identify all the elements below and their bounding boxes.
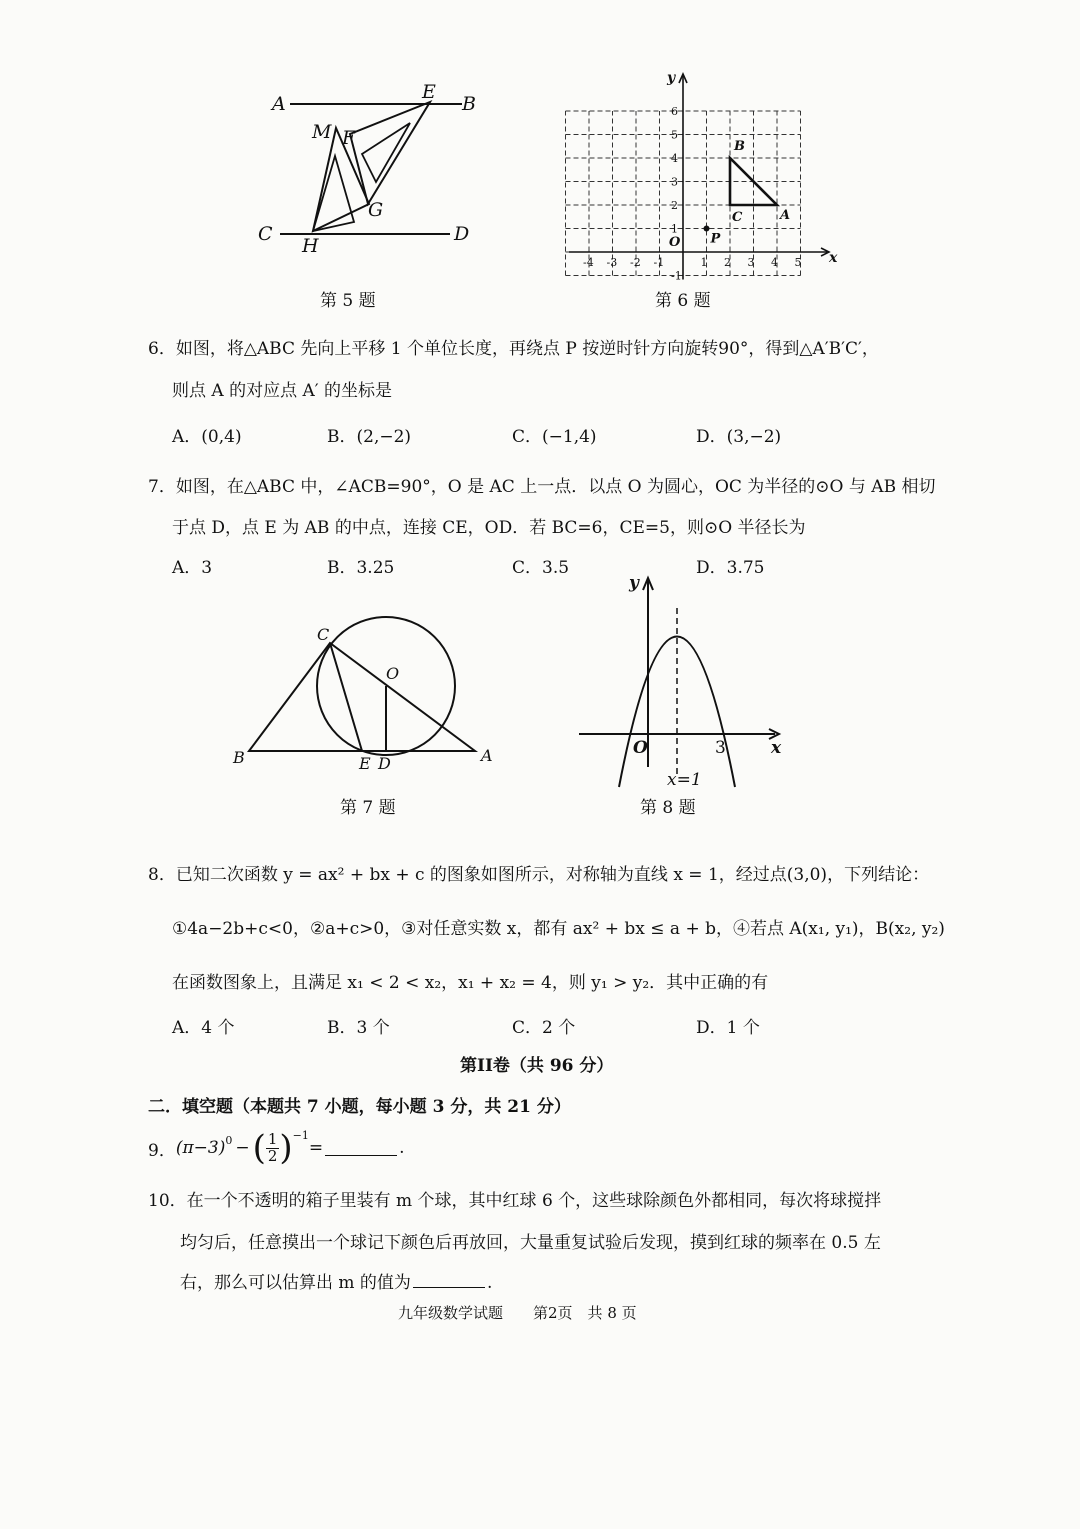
fig6-xtick: 1 [700, 256, 708, 269]
label-h: H [302, 235, 319, 257]
figure-6 [565, 70, 845, 280]
fig7-label-a: A [481, 746, 493, 765]
q8-option-b: B．3 个 [327, 1018, 390, 1038]
label-f: F [342, 127, 356, 149]
q9-exp-m1: −1 [292, 1128, 309, 1142]
fig8-origin: O [633, 738, 648, 758]
q7-line1: 7．如图，在△ABC 中，∠ACB=90°，O 是 AC 上一点．以点 O 为圆心，OC 为半径的⊙O 与 AB 相切 [148, 477, 936, 497]
q9-exp0: 0 [225, 1133, 233, 1147]
fig6-xtick: -3 [606, 256, 618, 269]
label-a: A [272, 93, 286, 115]
q9-end: . [399, 1138, 405, 1158]
label-g: G [368, 199, 384, 221]
fig6-xtick: -1 [653, 256, 665, 269]
q9-minus: − [235, 1138, 250, 1158]
fig8-three: 3 [715, 738, 726, 758]
q7-option-c: C．3.5 [512, 558, 570, 578]
label-e: E [422, 81, 436, 103]
q6-option-d: D．(3,−2) [696, 427, 782, 447]
fig6-ytick: 2 [671, 199, 678, 212]
fig6-ytick: 5 [671, 128, 678, 142]
fig8-axis-y: y [629, 573, 639, 593]
label-c: C [258, 223, 273, 245]
q10-line3: 右，那么可以估算出 m 的值为 [180, 1273, 411, 1293]
fig6-xtick: 3 [747, 256, 755, 269]
fig8-sym-label: x=1 [667, 770, 702, 790]
q9-answer-blank[interactable] [325, 1141, 397, 1156]
fig6-xtick: 5 [794, 256, 802, 269]
q9-frac-den: 2 [267, 1146, 278, 1165]
q6-option-c: C．(−1,4) [512, 427, 597, 447]
q10-line1: 10．在一个不透明的箱子里装有 m 个球，其中红球 6 个，这些球除颜色外都相同，每次将球搅拌 [148, 1191, 882, 1211]
label-m: M [312, 121, 332, 143]
fig6-ytick: 3 [671, 175, 678, 189]
figure-7 [225, 615, 505, 775]
fig6-ytick: -1 [671, 269, 682, 280]
figure-5 [250, 78, 490, 258]
figure-8-caption: 第 8 题 [640, 798, 696, 818]
figure-7-caption: 第 7 题 [340, 798, 396, 818]
fig7-label-c: C [317, 625, 330, 644]
q9-frac-num: 1 [267, 1129, 278, 1148]
fig6-ytick: 4 [671, 152, 678, 165]
q8-line1: 8．已知二次函数 y = ax² + bx + c 的图象如图所示，对称轴为直线 x = 1，经过点(3,0)，下列结论： [148, 865, 930, 885]
q6-line2: 则点 A 的对应点 A′ 的坐标是 [172, 381, 393, 401]
label-b: B [462, 93, 476, 115]
q9-eq: = [308, 1138, 324, 1158]
q7-line2: 于点 D，点 E 为 AB 的中点，连接 CE，OD．若 BC=6，CE=5，则⊙O 半径长为 [172, 518, 806, 538]
figure-8 [575, 572, 790, 792]
fig6-label-a: A [780, 208, 791, 223]
q9-lparen: ( [252, 1128, 266, 1168]
figure-6-caption: 第 6 题 [655, 291, 711, 311]
part-2-heading: 二．填空题（本题共 7 小题，每小题 3 分，共 21 分） [148, 1097, 571, 1117]
q6-option-a: A．(0,4) [172, 427, 242, 447]
label-d: D [454, 223, 470, 245]
fig6-xtick: 2 [724, 256, 731, 269]
fig6-origin: O [669, 235, 681, 250]
fig6-xtick: -2 [630, 256, 641, 269]
q9 [148, 1126, 405, 1170]
q7-option-a: A．3 [172, 558, 213, 578]
q6-option-b: B．(2,−2) [327, 427, 412, 447]
q8-option-c: C．2 个 [512, 1018, 576, 1038]
fig7-label-d: D [378, 754, 391, 773]
q9-number: 9． [148, 1140, 176, 1161]
fig8-axis-x: x [771, 738, 782, 758]
page-footer: 九年级数学试题 第2页 共 8 页 [398, 1304, 637, 1322]
q8-option-d: D．1 个 [696, 1018, 760, 1038]
q6-line1: 6．如图，将△ABC 先向上平移 1 个单位长度，再绕点 P 按逆时针方向旋转90°，得到△A′B′C′， [148, 339, 879, 359]
figure-5-caption: 第 5 题 [320, 291, 376, 311]
fig7-label-o: O [386, 664, 400, 683]
fig6-ytick: 6 [671, 105, 678, 118]
fig6-xtick: 4 [771, 256, 778, 269]
q10-answer-blank[interactable] [413, 1273, 485, 1288]
fig6-label-b: B [734, 139, 745, 154]
q9-base: (π−3) [175, 1138, 226, 1158]
q9-fraction [266, 1129, 280, 1165]
fig6-ytick: 1 [671, 222, 678, 236]
point-p [704, 226, 710, 232]
section-2-title: 第II卷（共 96 分） [460, 1056, 614, 1076]
q10-line3-wrap [180, 1268, 492, 1293]
q9-rparen: ) [279, 1128, 293, 1168]
fig6-xtick: -4 [583, 256, 594, 269]
fig7-label-e: E [359, 754, 371, 773]
q10-end: . [486, 1273, 493, 1293]
q8-line3: 在函数图象上，且满足 x₁ < 2 < x₂，x₁ + x₂ = 4，则 y₁ > y₂．其中正确的有 [172, 973, 769, 993]
fig7-label-b: B [233, 748, 245, 767]
fig6-axis-x: x [829, 250, 838, 266]
q10-line2: 均匀后，任意摸出一个球记下颜色后再放回，大量重复试验后发现，摸到红球的频率在 0.5 左 [180, 1233, 881, 1253]
q7-option-b: B．3.25 [327, 558, 395, 578]
q8-line2: ①4a−2b+c<0，②a+c>0，③对任意实数 x，都有 ax² + bx ≤ a + b，④若点 A(x₁, y₁)，B(x₂, y₂) [172, 919, 945, 939]
fig6-label-c: C [732, 210, 743, 225]
q7-option-d: D．3.75 [696, 558, 765, 578]
q8-option-a: A．4 个 [172, 1018, 235, 1038]
fig6-axis-y: y [667, 70, 676, 86]
fig6-label-p: P [710, 231, 721, 247]
